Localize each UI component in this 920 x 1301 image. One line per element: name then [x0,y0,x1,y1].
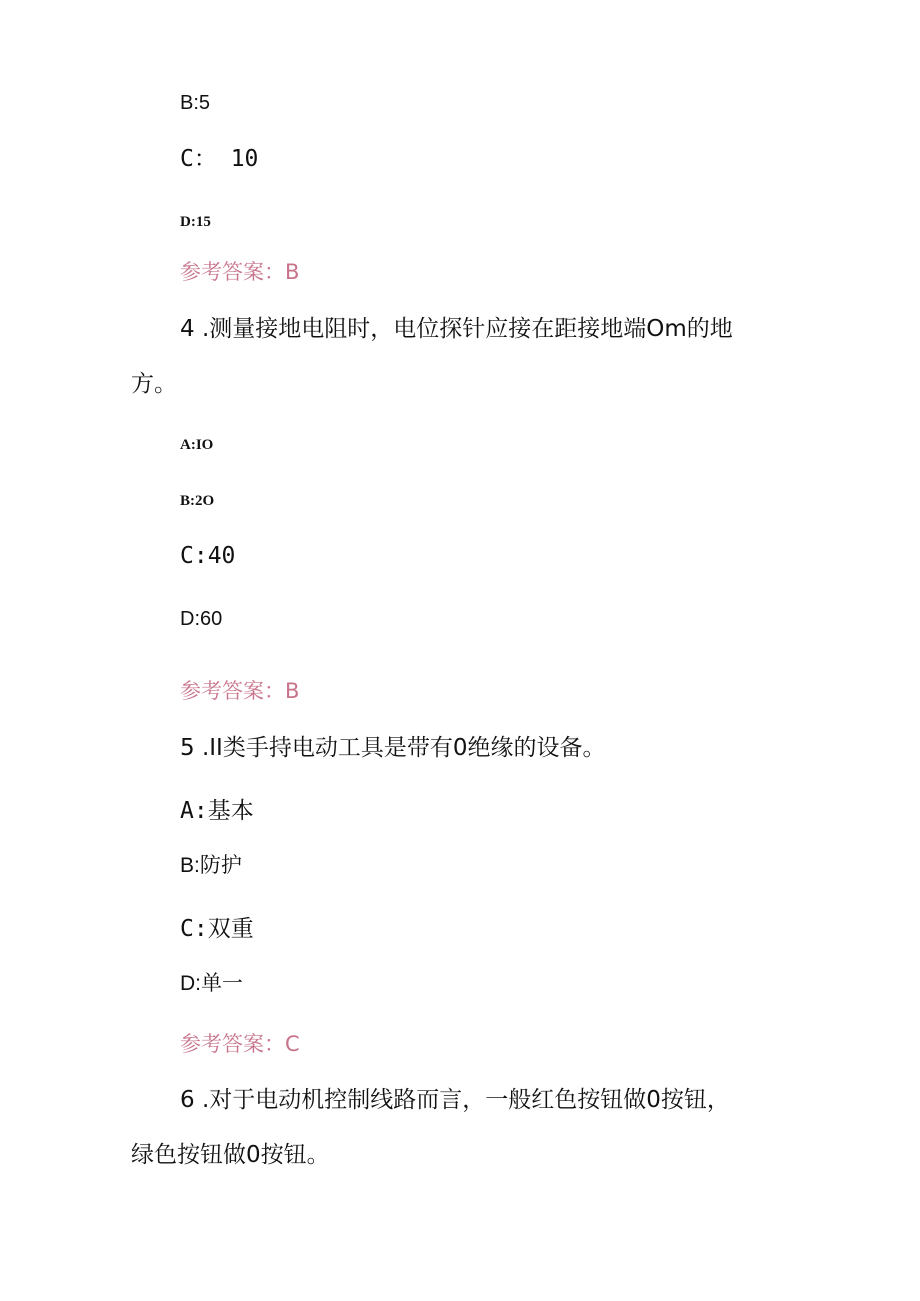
q5-option-b: B:防护 [180,854,242,877]
q3-option-b: B:5 [180,92,211,114]
q4-question-line1: 4 .测量接地电阻时，电位探针应接在距接地端Om的地 [180,316,733,342]
q6-question-line1: 6 .对于电动机控制线路而言，一般红色按钮做0按钮， [180,1087,730,1113]
q4-option-b: B:2O [180,493,215,509]
q5-option-a: A:基本 [180,798,254,824]
q3-option-d: D:15 [180,214,211,230]
q3-option-c: C： 10 [180,146,259,172]
q4-answer: 参考答案：B [180,679,300,703]
q4-option-c: C:40 [180,543,236,569]
q4-question-line2: 方。 [131,371,177,397]
q5-option-c: C:双重 [180,916,254,942]
q4-option-d: D:60 [180,608,223,630]
q5-answer: 参考答案：C [180,1032,300,1056]
q3-answer: 参考答案：B [180,260,300,284]
q4-option-a: A:IO [180,437,214,453]
q5-question: 5 .II类手持电动工具是带有0绝缘的设备。 [180,735,606,761]
q5-option-d: D:单一 [180,972,243,995]
q6-question-line2: 绿色按钮做0按钮。 [131,1142,330,1168]
